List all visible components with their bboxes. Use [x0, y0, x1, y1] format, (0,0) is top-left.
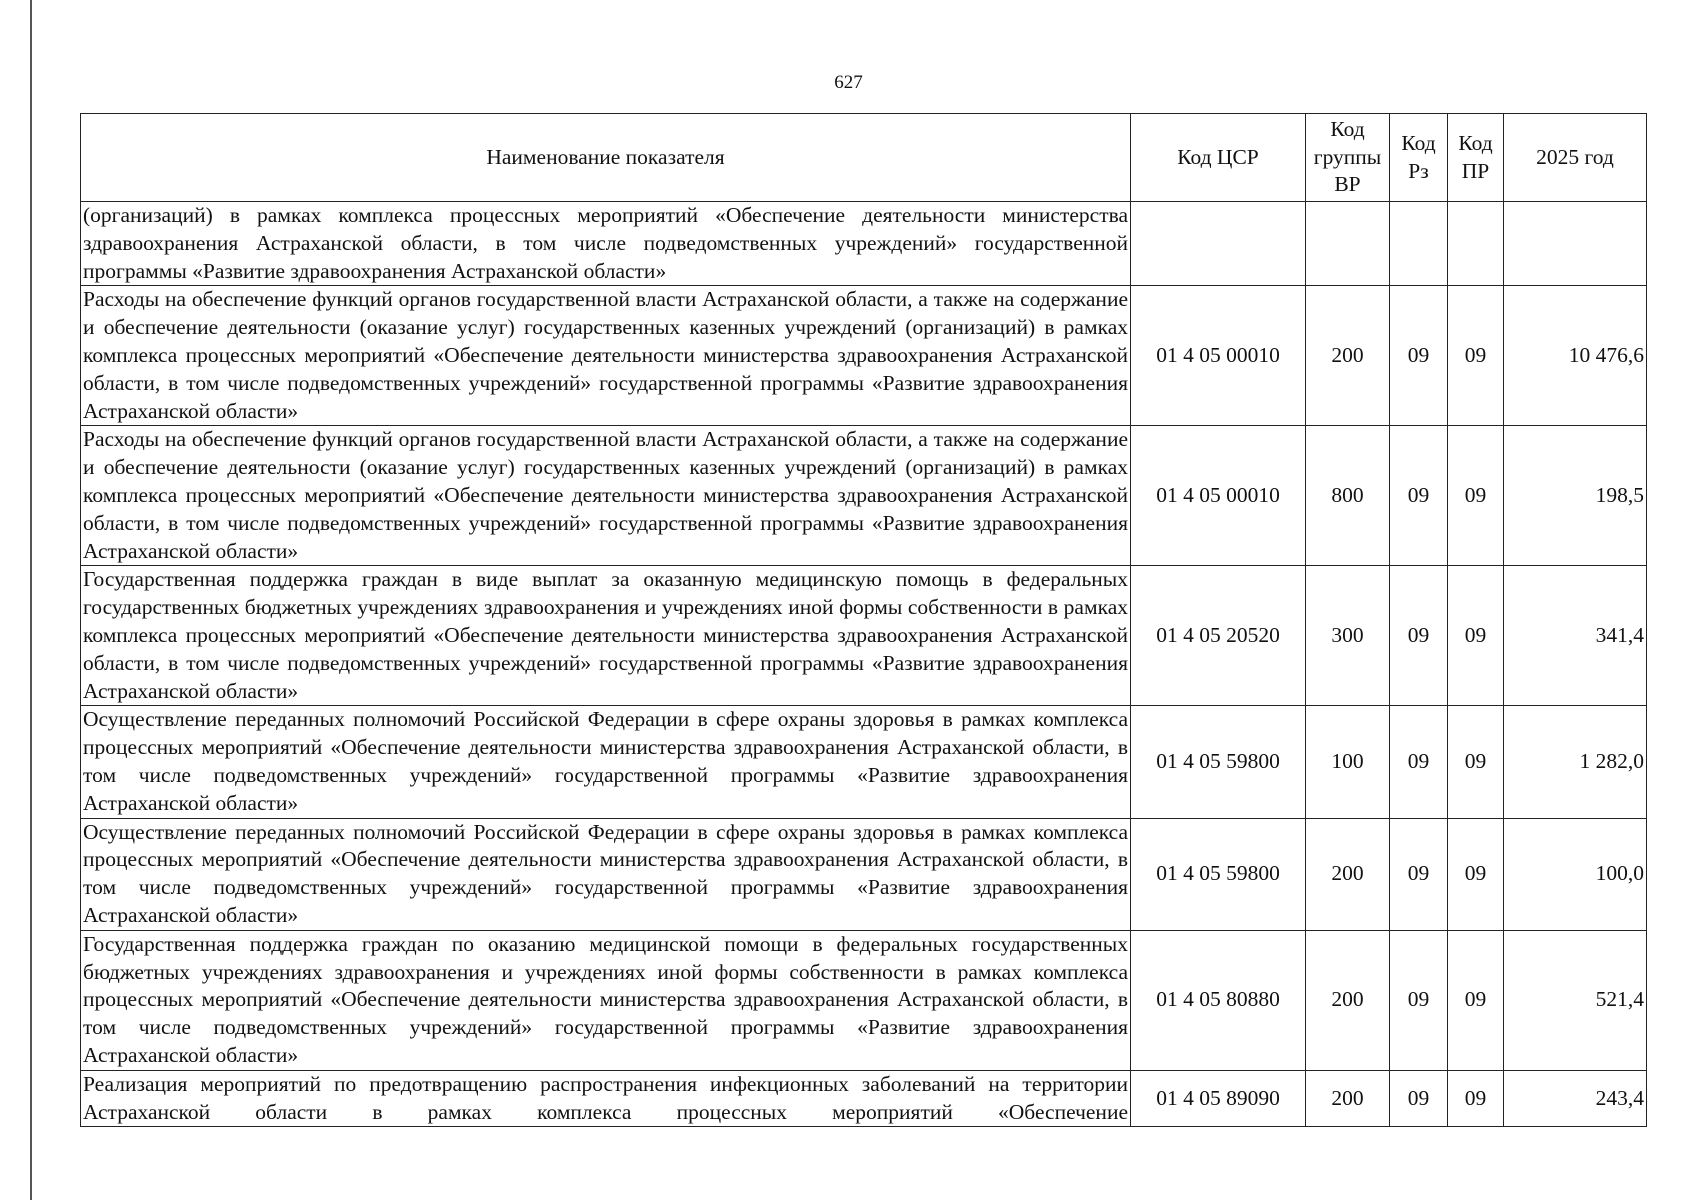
row-csr: 01 4 05 00010 [1131, 426, 1306, 566]
table-row [81, 566, 1647, 706]
header-rz: Код Рз [1390, 114, 1448, 202]
row-amount: 243,4 [1504, 1070, 1647, 1127]
row-name: Государственная поддержка граждан в виде выплат за оказанную медицинскую помощь в федеральных государственных бюджетных учреждениях здравоохранения и учреждениях иной формы собственности в рамках комплекса процессных мероприятий «Обеспечение деятельности министерства здравоохранения Астраханской области, в том числе подведомственных учреждений» государственной программы «Развитие здравоохранения Астраханской области» [81, 566, 1131, 706]
row-name: (организаций) в рамках комплекса процессных мероприятий «Обеспечение деятельности министерства здравоохранения Астраханской области, в том числе подведомственных учреждений» государственной программы «Развитие здравоохранения Астраханской области» [81, 202, 1131, 286]
row-pr: 09 [1448, 818, 1504, 930]
row-csr: 01 4 05 80880 [1131, 930, 1306, 1070]
row-csr: 01 4 05 59800 [1131, 818, 1306, 930]
scan-edge-line [30, 0, 32, 1200]
budget-table [80, 113, 1647, 1127]
row-csr: 01 4 05 00010 [1131, 286, 1306, 426]
row-vr: 200 [1306, 286, 1390, 426]
row-vr: 800 [1306, 426, 1390, 566]
row-name: Расходы на обеспечение функций органов государственной власти Астраханской области, а также на содержание и обеспечение деятельности (оказание услуг) государственных казенных учреждений (организаций) в рамках комплекса процессных мероприятий «Обеспечение деятельности министерства здравоохранения Астраханской области, в том числе подведомственных учреждений» государственной программы «Развитие здравоохранения Астраханской области» [81, 426, 1131, 566]
row-pr [1448, 202, 1504, 286]
row-csr: 01 4 05 59800 [1131, 706, 1306, 818]
table-row [81, 930, 1647, 1070]
row-vr: 200 [1306, 818, 1390, 930]
row-name: Осуществление переданных полномочий Российской Федерации в сфере охраны здоровья в рамках комплекса процессных мероприятий «Обеспечение деятельности министерства здравоохранения Астраханской области, в том числе подведомственных учреждений» государственной программы «Развитие здравоохранения Астраханской области» [81, 706, 1131, 818]
table-row [81, 426, 1647, 566]
header-pr: Код ПР [1448, 114, 1504, 202]
table-row [81, 202, 1647, 286]
row-amount: 341,4 [1504, 566, 1647, 706]
row-pr: 09 [1448, 706, 1504, 818]
row-pr: 09 [1448, 930, 1504, 1070]
row-rz [1390, 202, 1448, 286]
row-pr: 09 [1448, 426, 1504, 566]
row-csr: 01 4 05 89090 [1131, 1070, 1306, 1127]
row-amount: 100,0 [1504, 818, 1647, 930]
row-vr [1306, 202, 1390, 286]
row-rz: 09 [1390, 706, 1448, 818]
row-name: Расходы на обеспечение функций органов государственной власти Астраханской области, а также на содержание и обеспечение деятельности (оказание услуг) государственных казенных учреждений (организаций) в рамках комплекса процессных мероприятий «Обеспечение деятельности министерства здравоохранения Астраханской области, в том числе подведомственных учреждений» государственной программы «Развитие здравоохранения Астраханской области» [81, 286, 1131, 426]
header-year: 2025 год [1504, 114, 1647, 202]
row-amount: 10 476,6 [1504, 286, 1647, 426]
row-amount: 198,5 [1504, 426, 1647, 566]
table-row [81, 286, 1647, 426]
row-amount: 1 282,0 [1504, 706, 1647, 818]
table-header-row [81, 114, 1647, 202]
row-name: Государственная поддержка граждан по оказанию медицинской помощи в федеральных государственных бюджетных учреждениях здравоохранения и учреждениях иной формы собственности в рамках комплекса процессных мероприятий «Обеспечение деятельности министерства здравоохранения Астраханской области, в том числе подведомственных учреждений» государственной программы «Развитие здравоохранения Астраханской области» [81, 930, 1131, 1070]
header-vr: Код группы ВР [1306, 114, 1390, 202]
row-pr: 09 [1448, 566, 1504, 706]
row-amount: 521,4 [1504, 930, 1647, 1070]
row-vr: 300 [1306, 566, 1390, 706]
row-vr: 200 [1306, 1070, 1390, 1127]
row-amount [1504, 202, 1647, 286]
row-rz: 09 [1390, 1070, 1448, 1127]
row-csr [1131, 202, 1306, 286]
row-csr: 01 4 05 20520 [1131, 566, 1306, 706]
row-name: Осуществление переданных полномочий Российской Федерации в сфере охраны здоровья в рамках комплекса процессных мероприятий «Обеспечение деятельности министерства здравоохранения Астраханской области, в том числе подведомственных учреждений» государственной программы «Развитие здравоохранения Астраханской области» [81, 818, 1131, 930]
row-vr: 200 [1306, 930, 1390, 1070]
row-rz: 09 [1390, 426, 1448, 566]
row-rz: 09 [1390, 286, 1448, 426]
header-csr: Код ЦСР [1131, 114, 1306, 202]
row-vr: 100 [1306, 706, 1390, 818]
header-name: Наименование показателя [81, 114, 1131, 202]
table-row [81, 706, 1647, 818]
row-rz: 09 [1390, 930, 1448, 1070]
row-pr: 09 [1448, 1070, 1504, 1127]
row-rz: 09 [1390, 566, 1448, 706]
row-rz: 09 [1390, 818, 1448, 930]
row-name: Реализация мероприятий по предотвращению распространения инфекционных заболеваний на территории Астраханской области в рамках комплекса процессных мероприятий «Обеспечение [81, 1070, 1131, 1127]
row-pr: 09 [1448, 286, 1504, 426]
table-row [81, 818, 1647, 930]
table-row [81, 1070, 1647, 1127]
page-number: 627 [834, 72, 863, 93]
